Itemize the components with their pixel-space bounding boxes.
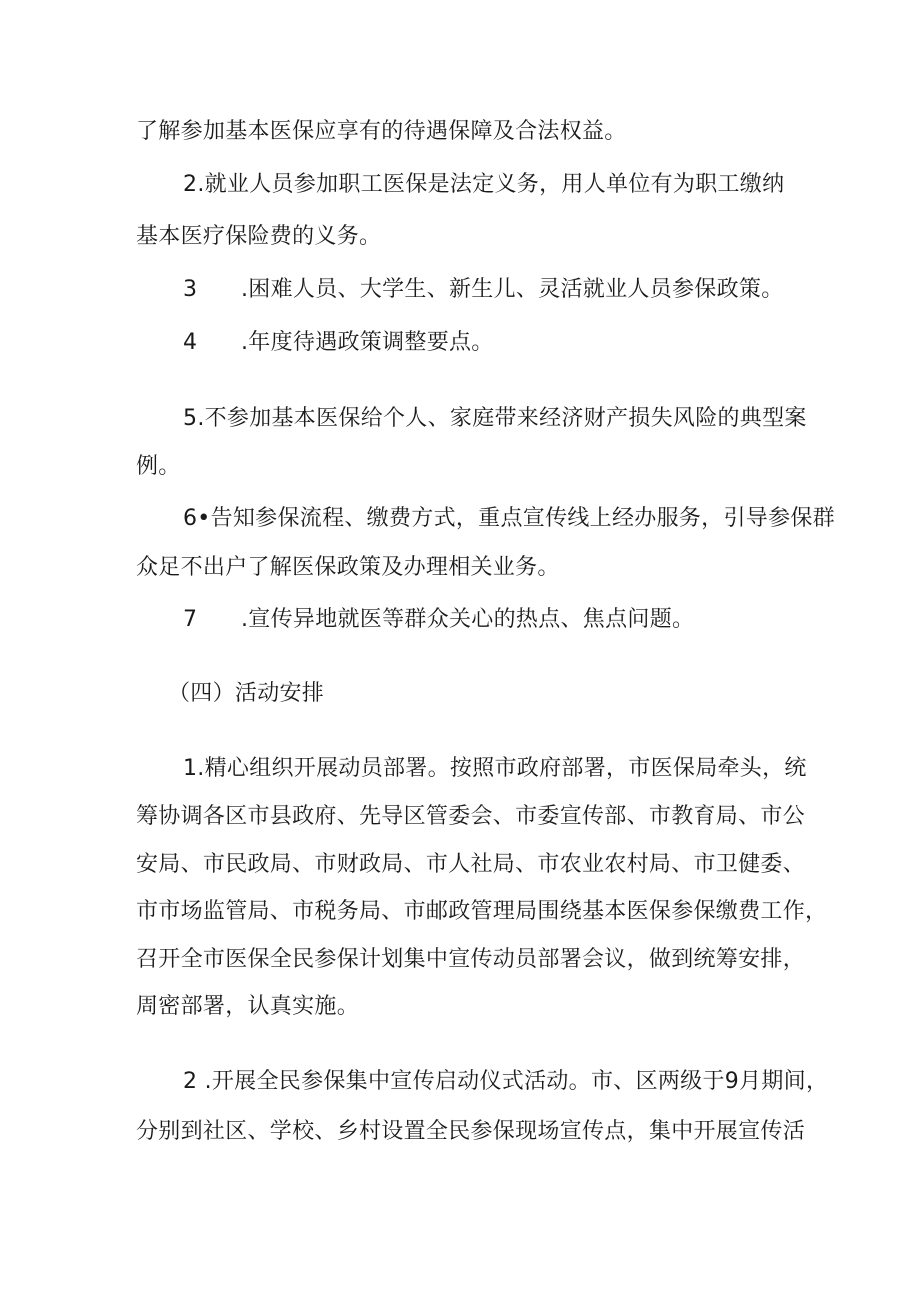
list-text: .困难人员、大学生、新生儿、灵活就业人员参保政策。 [241,277,784,302]
list-item-6-line1 [183,504,835,534]
list-number: 7 [183,607,198,632]
list-text: 告知参保流程、缴费方式，重点宣传线上经办服务，引导参保群 [210,506,835,531]
section-heading: （四）活动安排 [168,681,325,706]
arrangement-1-line3: 安局、市民政局、市财政局、市人社局、市农业农村局、市卫健委、 [136,852,806,877]
list-number: 6• [183,506,211,531]
arrangement-1-line4: 市市场监管局、市税务局、市邮政管理局围绕基本医保参保缴费工作， [136,899,828,924]
list-item-6-line2: 众足不出户了解医保政策及办理相关业务。 [136,555,560,580]
list-item-5-line2: 例。 [136,454,181,479]
arrangement-2-line2: 分别到社区、学校、乡村设置全民参保现场宣传点，集中开展宣传活 [136,1119,806,1144]
arrangement-1-line6: 周密部署，认真实施。 [136,994,360,1019]
list-item-5-line1 [183,404,807,434]
arrangement-1-line2: 筹协调各区市县政府、先导区管委会、市委宣传部、市教育局、市公 [136,804,806,829]
list-text: .就业人员参加职工医保是法定义务，用人单位有为职工缴纳 [197,172,785,197]
list-item-2-line1 [183,170,784,200]
list-number: 3 [183,277,198,302]
list-item-2-line2: 基本医疗保险费的义务。 [136,224,382,249]
list-text: .宣传异地就医等群众关心的热点、焦点问题。 [241,607,695,632]
list-text: .不参加基本医保给个人、家庭带来经济财产损失风险的典型案 [197,406,807,431]
list-text: .年度待遇政策调整要点。 [241,330,494,355]
list-number: 5 [183,406,198,431]
list-item-4 [183,328,494,358]
arrangement-1-line5: 召开全市医保全民参保计划集中宣传动员部署会议，做到统筹安排， [136,947,806,972]
arrangement-2-line1: 2 .开展全民参保集中宣传启动仪式活动。市、区两级于9月期间， [183,1069,829,1094]
list-item-3 [183,275,784,305]
list-number: 2 [183,172,198,197]
paragraph-continuation: 了解参加基本医保应享有的待遇保障及合法权益。 [136,119,627,144]
list-item-7 [183,605,694,635]
arrangement-1-line1: 1.精心组织开展动员部署。按照市政府部署，市医保局牵头，统 [183,756,807,781]
list-number: 4 [183,330,198,355]
